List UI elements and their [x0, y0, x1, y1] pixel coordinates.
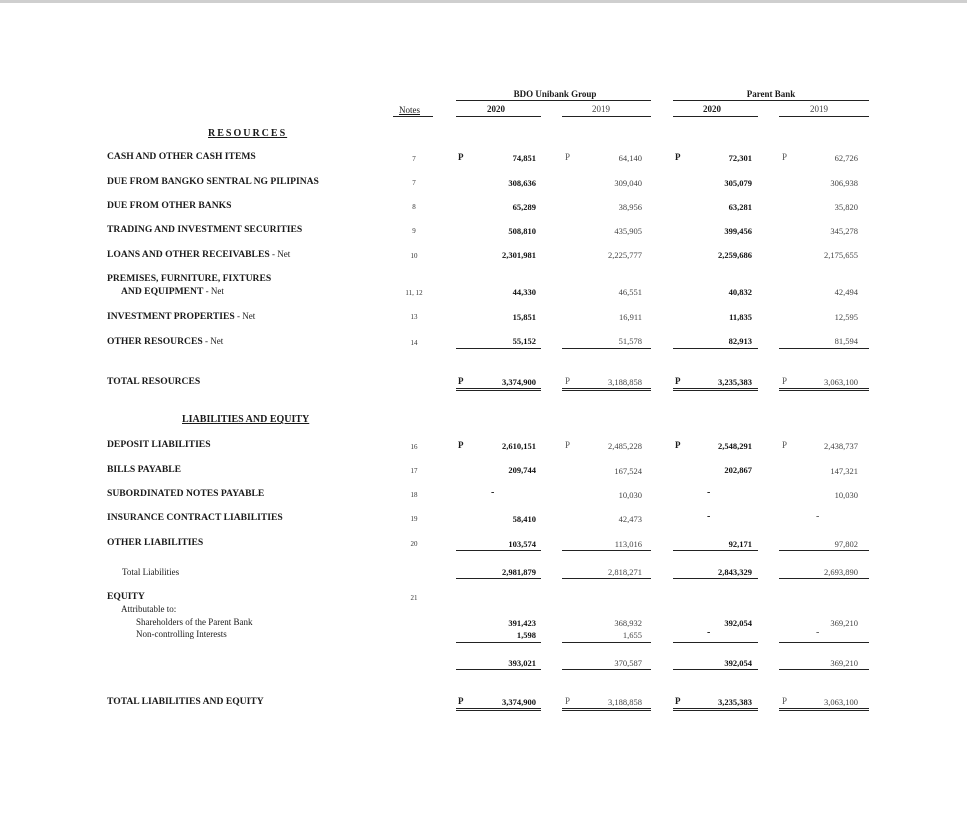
- group-2020-value: -: [491, 487, 495, 498]
- row-note: 11, 12: [405, 289, 423, 297]
- group-2020-value: 74,851: [512, 153, 536, 163]
- parent-2020-value: 399,456: [724, 226, 752, 236]
- parent-2019-value: 2,175,655: [824, 250, 858, 260]
- subtotal-rule: [562, 348, 651, 349]
- group-2019-total: 370,587: [614, 658, 642, 668]
- row-label: BILLS PAYABLE: [107, 464, 182, 475]
- total-rule: [779, 388, 869, 389]
- row-label: CASH AND OTHER CASH ITEMS: [107, 151, 256, 162]
- parent-header-rule: [673, 100, 869, 101]
- group-2020-total: 2,981,879: [502, 567, 536, 577]
- nci-label: Non-controlling Interests: [136, 629, 227, 639]
- total-rule: [562, 708, 651, 709]
- parent-2019-value: 2,438,737: [824, 441, 858, 451]
- group-2019-rule: [562, 116, 651, 117]
- parent-2020-value: 72,301: [728, 153, 752, 163]
- row-label: DUE FROM BANGKO SENTRAL NG PILIPINAS: [107, 176, 319, 187]
- row-note: 21: [410, 594, 418, 602]
- row-label: DEPOSIT LIABILITIES: [107, 439, 211, 450]
- parent-2019-value: 369,210: [830, 618, 858, 628]
- peso-sign: P: [782, 152, 788, 162]
- parent-2020-value: 82,913: [728, 336, 752, 346]
- row-note: 7: [412, 179, 416, 187]
- row-label: INSURANCE CONTRACT LIABILITIES: [107, 512, 283, 523]
- top-border: [0, 0, 967, 3]
- subtotal-rule: [562, 669, 651, 670]
- group-2020-value: 65,289: [512, 202, 536, 212]
- group-2020-value: 44,330: [512, 287, 536, 297]
- subtotal-rule: [456, 669, 541, 670]
- subtotal-rule: [562, 642, 651, 643]
- subtotal-rule: [673, 578, 758, 579]
- group-title: BDO Unibank Group: [513, 89, 597, 99]
- group-2020-value: 391,423: [508, 618, 536, 628]
- group-2019-total: 3,188,858: [608, 697, 642, 707]
- group-2020-rule: [456, 116, 541, 117]
- subtotal-rule: [456, 550, 541, 551]
- row-note: 7: [412, 155, 416, 163]
- liabilities-title: LIABILITIES AND EQUITY: [182, 414, 310, 425]
- total-liabilities-label: Total Liabilities: [122, 567, 180, 577]
- group-2020-value: 308,636: [508, 178, 536, 188]
- group-2020-total: 393,021: [508, 658, 536, 668]
- parent-2019-total: 2,693,890: [824, 567, 858, 577]
- peso-sign: P: [782, 440, 788, 450]
- peso-sign: P: [458, 440, 464, 450]
- parent-2020-total: 3,235,383: [718, 697, 752, 707]
- group-2019-value: 10,030: [618, 490, 642, 500]
- row-label: PREMISES, FURNITURE, FIXTURES: [107, 273, 272, 284]
- row-note: 8: [412, 203, 416, 211]
- group-2020-total: 3,374,900: [502, 697, 536, 707]
- parent-2019-value: -: [816, 627, 820, 638]
- parent-2020-total: 3,235,383: [718, 377, 752, 387]
- group-2019-value: 46,551: [618, 287, 642, 297]
- parent-2019-value: 81,594: [834, 336, 858, 346]
- group-2019-value: 1,655: [622, 630, 642, 640]
- group-2020-total: 3,374,900: [502, 377, 536, 387]
- group-2019-value: 42,473: [618, 514, 642, 524]
- row-label: OTHER RESOURCES - Net: [107, 336, 224, 347]
- group-2020-value: 2,610,151: [502, 441, 536, 451]
- peso-sign: P: [675, 696, 681, 706]
- row-note: 17: [410, 467, 418, 475]
- row-note: 16: [410, 443, 418, 451]
- parent-2019-total: 3,063,100: [824, 697, 858, 707]
- parent-2020-total: 2,843,329: [718, 567, 752, 577]
- peso-sign: P: [458, 696, 464, 706]
- peso-sign: P: [565, 440, 571, 450]
- group-2019-header: 2019: [592, 104, 610, 114]
- parent-2020-value: 11,835: [729, 312, 752, 322]
- group-2020-header: 2020: [487, 104, 505, 114]
- parent-2020-header: 2020: [703, 104, 721, 114]
- parent-2020-value: -: [707, 627, 711, 638]
- group-2019-value: 2,485,228: [608, 441, 642, 451]
- parent-2019-value: 10,030: [834, 490, 858, 500]
- total-rule: [562, 710, 651, 711]
- parent-2020-value: 202,867: [724, 465, 752, 475]
- total-rule: [673, 390, 758, 391]
- group-2020-value: 15,851: [512, 312, 536, 322]
- group-2019-value: 435,905: [614, 226, 642, 236]
- subtotal-rule: [562, 578, 651, 579]
- group-2020-value: 209,744: [508, 465, 536, 475]
- group-2019-value: 113,016: [614, 539, 642, 549]
- total-rule: [673, 708, 758, 709]
- parent-2020-value: 2,548,291: [718, 441, 752, 451]
- subtotal-rule: [779, 669, 869, 670]
- notes-label: Notes: [399, 105, 420, 115]
- row-label-continued: AND EQUIPMENT - Net: [121, 286, 224, 297]
- row-label: SUBORDINATED NOTES PAYABLE: [107, 488, 265, 499]
- subtotal-rule: [779, 642, 869, 643]
- total-rule: [673, 710, 758, 711]
- total-rule: [456, 708, 541, 709]
- parent-2020-rule: [673, 116, 758, 117]
- group-2019-value: 2,225,777: [608, 250, 642, 260]
- notes-rule: [393, 116, 433, 117]
- subtotal-rule: [673, 669, 758, 670]
- shareholders-label: Shareholders of the Parent Bank: [136, 617, 253, 627]
- peso-sign: P: [458, 152, 464, 162]
- peso-sign: P: [458, 376, 464, 386]
- parent-2019-rule: [779, 116, 869, 117]
- parent-2019-value: 42,494: [834, 287, 858, 297]
- parent-2019-total: 3,063,100: [824, 377, 858, 387]
- group-2019-value: 167,524: [614, 466, 642, 476]
- parent-2019-value: 12,595: [834, 312, 858, 322]
- total-rule: [673, 388, 758, 389]
- subtotal-rule: [456, 642, 541, 643]
- row-label: LOANS AND OTHER RECEIVABLES - Net: [107, 249, 291, 260]
- row-note: 20: [410, 540, 418, 548]
- parent-2019-value: 97,802: [834, 539, 858, 549]
- group-2020-value: 1,598: [516, 630, 536, 640]
- peso-sign: P: [675, 440, 681, 450]
- row-label: TRADING AND INVESTMENT SECURITIES: [107, 224, 303, 235]
- total-rule: [779, 708, 869, 709]
- peso-sign: P: [565, 376, 571, 386]
- total-rule: [779, 710, 869, 711]
- subtotal-rule: [456, 578, 541, 579]
- subtotal-rule: [673, 642, 758, 643]
- peso-sign: P: [565, 152, 571, 162]
- group-2019-value: 64,140: [618, 153, 642, 163]
- group-2019-total: 3,188,858: [608, 377, 642, 387]
- total-rule: [779, 390, 869, 391]
- parent-2020-value: 2,259,686: [718, 250, 752, 260]
- peso-sign: P: [565, 696, 571, 706]
- subtotal-rule: [456, 348, 541, 349]
- parent-2019-value: 345,278: [830, 226, 858, 236]
- row-note: 9: [412, 227, 416, 235]
- parent-2020-value: 392,054: [724, 618, 752, 628]
- parent-2019-header: 2019: [810, 104, 828, 114]
- row-note: 10: [410, 252, 418, 260]
- group-2020-value: 103,574: [508, 539, 536, 549]
- group-2019-value: 309,040: [614, 178, 642, 188]
- parent-2019-value: 62,726: [834, 153, 858, 163]
- peso-sign: P: [675, 376, 681, 386]
- total-rule: [562, 388, 651, 389]
- total-rule: [456, 390, 541, 391]
- group-2020-value: 2,301,981: [502, 250, 536, 260]
- subtotal-rule: [779, 578, 869, 579]
- peso-sign: P: [675, 152, 681, 162]
- row-label: OTHER LIABILITIES: [107, 537, 204, 548]
- group-2019-total: 2,818,271: [608, 567, 642, 577]
- total-liabilities-equity-label: TOTAL LIABILITIES AND EQUITY: [107, 696, 264, 707]
- row-note: 18: [410, 491, 418, 499]
- total-resources-label: TOTAL RESOURCES: [107, 376, 201, 387]
- total-rule: [562, 390, 651, 391]
- parent-2019-total: 369,210: [830, 658, 858, 668]
- equity-attributable: Attributable to:: [121, 604, 177, 614]
- parent-2019-value: 306,938: [830, 178, 858, 188]
- total-rule: [456, 710, 541, 711]
- parent-2019-value: 147,321: [830, 466, 858, 476]
- parent-2019-value: -: [816, 511, 820, 522]
- row-note: 13: [410, 313, 418, 321]
- subtotal-rule: [673, 550, 758, 551]
- subtotal-rule: [562, 550, 651, 551]
- row-label: INVESTMENT PROPERTIES - Net: [107, 311, 256, 322]
- total-rule: [456, 388, 541, 389]
- parent-2020-value: -: [707, 487, 711, 498]
- peso-sign: P: [782, 696, 788, 706]
- parent-2020-value: 40,832: [728, 287, 752, 297]
- group-2019-value: 51,578: [618, 336, 642, 346]
- equity-title: EQUITY: [107, 591, 145, 602]
- parent-2020-value: 92,171: [728, 539, 752, 549]
- subtotal-rule: [779, 348, 869, 349]
- group-2020-value: 508,810: [508, 226, 536, 236]
- group-header-rule: [456, 100, 651, 101]
- parent-2020-value: 63,281: [728, 202, 752, 212]
- parent-2020-value: -: [707, 511, 711, 522]
- subtotal-rule: [673, 348, 758, 349]
- group-2020-value: 58,410: [512, 514, 536, 524]
- row-label: DUE FROM OTHER BANKS: [107, 200, 232, 211]
- group-2019-value: 368,932: [614, 618, 642, 628]
- parent-title: Parent Bank: [746, 89, 796, 99]
- group-2019-value: 38,956: [618, 202, 642, 212]
- peso-sign: P: [782, 376, 788, 386]
- parent-2020-total: 392,054: [724, 658, 752, 668]
- subtotal-rule: [779, 550, 869, 551]
- group-2019-value: 16,911: [618, 312, 642, 322]
- group-2020-value: 55,152: [512, 336, 536, 346]
- row-note: 19: [410, 515, 418, 523]
- parent-2020-value: 305,079: [724, 178, 752, 188]
- parent-2019-value: 35,820: [834, 202, 858, 212]
- resources-title: RESOURCES: [208, 128, 288, 139]
- row-note: 14: [410, 339, 418, 347]
